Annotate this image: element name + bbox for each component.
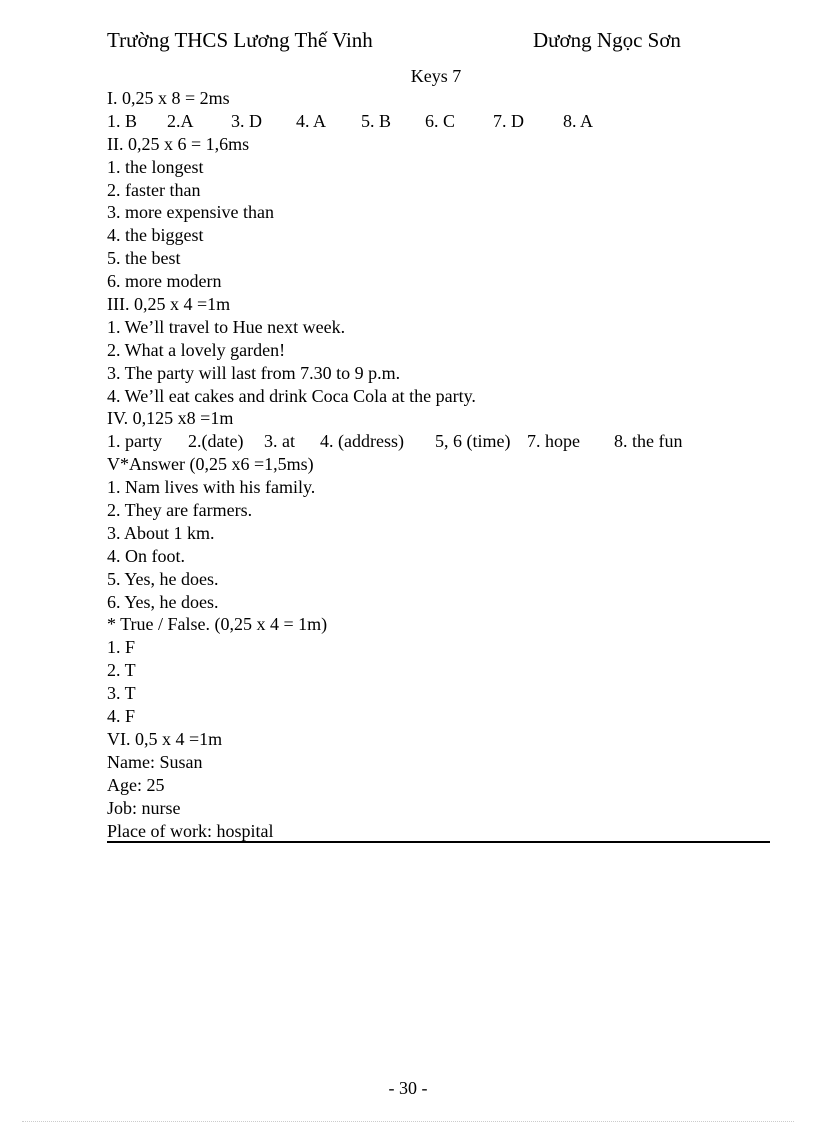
answer-item: 3. at — [264, 431, 295, 452]
section-heading: IV. 0,125 x8 =1m — [107, 408, 234, 429]
section-heading: I. 0,25 x 8 = 2ms — [107, 88, 230, 108]
list-item: 6. Yes, he does. — [107, 591, 219, 612]
page-bottom-border — [22, 1121, 794, 1122]
list-item: Job: nurse — [107, 797, 181, 818]
answer-item: 2.(date) — [188, 431, 244, 452]
answer-item: 1. party — [107, 431, 162, 452]
answer-item: 5. B — [361, 110, 392, 131]
answer-item: 4. (address) — [320, 431, 404, 452]
section-heading: V*Answer (0,25 x6 =1,5ms) — [107, 454, 314, 475]
page-number: - 30 - — [388, 1078, 428, 1098]
list-item: 5. Yes, he does. — [107, 568, 219, 589]
page-title: Keys 7 — [410, 66, 462, 86]
answer-item: 1. B — [107, 110, 138, 131]
header-author: Dương Ngọc Sơn — [533, 28, 681, 52]
list-item: 2. What a lovely garden! — [107, 339, 286, 360]
list-item: 2. They are farmers. — [107, 500, 253, 521]
list-item: 4. F — [107, 706, 136, 727]
list-item: 3. The party will last from 7.30 to 9 p.m. — [107, 362, 401, 383]
answer-item: 7. hope — [527, 431, 580, 452]
answer-item: 8. the fun — [614, 431, 683, 452]
list-item: 2. T — [107, 660, 136, 681]
list-item: Name: Susan — [107, 751, 203, 772]
list-item: 4. the biggest — [107, 225, 204, 246]
list-item: 4. On foot. — [107, 545, 185, 566]
list-item: 4. We’ll eat cakes and drink Coca Cola at the party. — [107, 385, 476, 406]
list-item: 2. faster than — [107, 179, 201, 200]
answer-row — [107, 430, 770, 453]
list-item: Place of work: hospital — [107, 820, 274, 841]
answer-key-body — [107, 87, 770, 842]
list-item: 1. F — [107, 637, 136, 658]
horizontal-rule — [107, 841, 770, 843]
answer-item: 3. D — [231, 110, 262, 131]
list-item: 1. Nam lives with his family. — [107, 477, 316, 498]
list-item: 1. the longest — [107, 156, 204, 177]
answer-item: 6. C — [425, 110, 456, 131]
section-heading: II. 0,25 x 6 = 1,6ms — [107, 133, 250, 154]
subsection-heading: * True / False. (0,25 x 4 = 1m) — [107, 614, 328, 635]
header-school: Trường THCS Lương Thế Vinh — [107, 28, 373, 52]
section-heading: VI. 0,5 x 4 =1m — [107, 728, 223, 749]
answer-row — [107, 110, 770, 133]
answer-item: 8. A — [563, 110, 594, 131]
answer-item: 5, 6 (time) — [435, 431, 511, 452]
list-item: 1. We’ll travel to Hue next week. — [107, 316, 346, 337]
list-item: 3. About 1 km. — [107, 522, 215, 543]
answer-item: 4. A — [296, 110, 327, 131]
list-item: 5. the best — [107, 248, 181, 269]
answer-item: 2.A — [167, 110, 194, 131]
list-item: 3. T — [107, 683, 136, 704]
list-item: 3. more expensive than — [107, 202, 274, 223]
section-heading: III. 0,25 x 4 =1m — [107, 294, 231, 315]
list-item: Age: 25 — [107, 774, 165, 795]
list-item: 6. more modern — [107, 271, 222, 292]
answer-item: 7. D — [493, 110, 524, 131]
